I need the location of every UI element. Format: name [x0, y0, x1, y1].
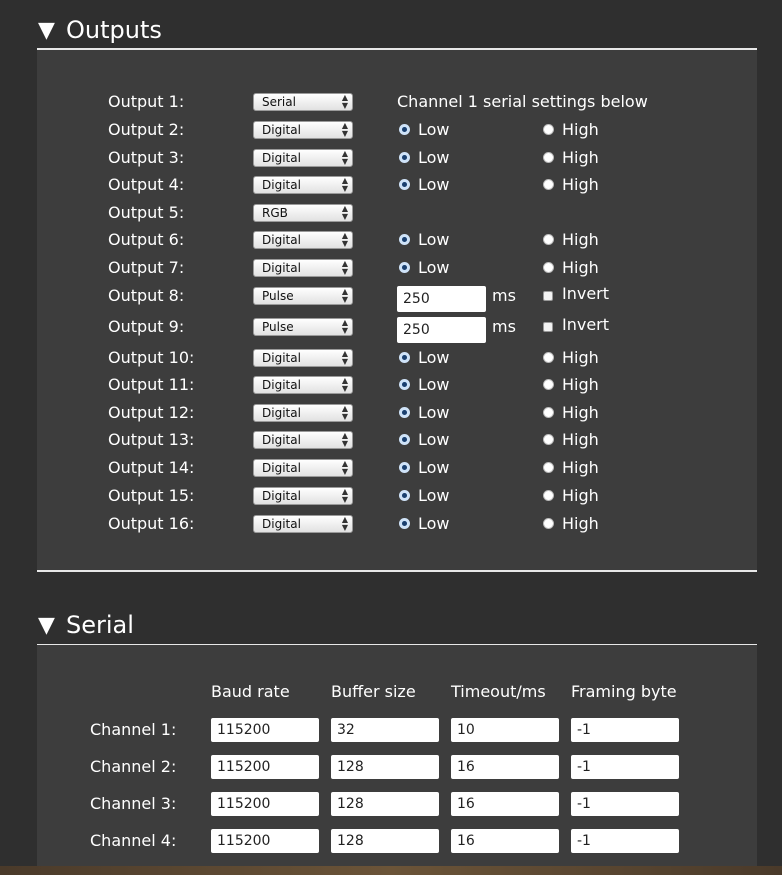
invert-checkbox[interactable]	[543, 291, 553, 301]
high-label: High	[562, 514, 599, 533]
output-row	[0, 314, 782, 340]
low-radio[interactable]	[399, 352, 410, 363]
channel-framing-input[interactable]: -1	[571, 792, 679, 816]
output-mode-value: Digital	[262, 261, 301, 275]
column-header-buffer: Buffer size	[331, 682, 416, 701]
output-mode-select[interactable]	[253, 231, 353, 249]
low-label: Low	[418, 258, 450, 277]
output-label: Output 7:	[108, 258, 185, 277]
high-radio[interactable]	[543, 179, 554, 190]
output-mode-select[interactable]	[253, 459, 353, 477]
select-arrows-icon: ▲ ▼	[341, 149, 348, 166]
output-label: Output 16:	[108, 514, 195, 533]
output-label: Output 5:	[108, 203, 185, 222]
channel-buffer-input[interactable]: 128	[331, 792, 439, 816]
channel-baud-input[interactable]: 115200	[211, 792, 319, 816]
output-mode-value: Digital	[262, 123, 301, 137]
channel-timeout-input[interactable]: 10	[451, 718, 559, 742]
outputs-section-toggle[interactable]	[38, 15, 162, 45]
low-label: Low	[418, 486, 450, 505]
select-arrows-icon: ▲ ▼	[341, 404, 348, 421]
select-arrows-icon: ▲ ▼	[341, 93, 348, 110]
select-arrows-icon: ▲ ▼	[341, 459, 348, 476]
output-mode-select[interactable]	[253, 376, 353, 394]
ms-unit: ms	[492, 317, 516, 336]
output-mode-value: Digital	[262, 461, 301, 475]
high-label: High	[562, 430, 599, 449]
high-radio[interactable]	[543, 379, 554, 390]
high-label: High	[562, 148, 599, 167]
low-radio[interactable]	[399, 379, 410, 390]
low-radio[interactable]	[399, 434, 410, 445]
low-radio[interactable]	[399, 518, 410, 529]
output-label: Output 3:	[108, 148, 185, 167]
channel-buffer-input[interactable]: 128	[331, 829, 439, 853]
high-radio[interactable]	[543, 490, 554, 501]
output-row	[0, 227, 782, 253]
channel-timeout-input[interactable]: 16	[451, 829, 559, 853]
section-divider	[37, 570, 757, 572]
select-arrows-icon: ▲ ▼	[341, 176, 348, 193]
invert-checkbox[interactable]	[543, 322, 553, 332]
low-radio[interactable]	[399, 234, 410, 245]
low-radio[interactable]	[399, 179, 410, 190]
output-mode-select[interactable]	[253, 404, 353, 422]
select-arrows-icon: ▲ ▼	[341, 487, 348, 504]
output-mode-select[interactable]	[253, 487, 353, 505]
serial-title: Serial	[66, 611, 134, 639]
window-bottom-edge	[0, 866, 782, 875]
column-header-framing: Framing byte	[571, 682, 677, 701]
output-row	[0, 117, 782, 143]
output-mode-value: Digital	[262, 233, 301, 247]
channel-baud-input[interactable]: 115200	[211, 755, 319, 779]
column-header-timeout: Timeout/ms	[451, 682, 546, 701]
output-label: Output 2:	[108, 120, 185, 139]
output-mode-select[interactable]	[253, 93, 353, 111]
select-arrows-icon: ▲ ▼	[341, 259, 348, 276]
output-row	[0, 89, 782, 115]
low-label: Low	[418, 175, 450, 194]
low-label: Low	[418, 430, 450, 449]
output-row	[0, 483, 782, 509]
ms-unit: ms	[492, 286, 516, 305]
channel-timeout-input[interactable]: 16	[451, 792, 559, 816]
high-radio[interactable]	[543, 518, 554, 529]
output-mode-value: Pulse	[262, 289, 294, 303]
output-label: Output 13:	[108, 430, 195, 449]
select-arrows-icon: ▲ ▼	[341, 121, 348, 138]
low-radio[interactable]	[399, 152, 410, 163]
channel-buffer-input[interactable]: 32	[331, 718, 439, 742]
channel-buffer-input[interactable]: 128	[331, 755, 439, 779]
high-radio[interactable]	[543, 152, 554, 163]
output-label: Output 10:	[108, 348, 195, 367]
low-label: Low	[418, 148, 450, 167]
low-label: Low	[418, 375, 450, 394]
collapse-triangle-icon: ▼	[38, 612, 55, 638]
high-radio[interactable]	[543, 124, 554, 135]
low-radio[interactable]	[399, 490, 410, 501]
output-mode-value: Digital	[262, 406, 301, 420]
select-arrows-icon: ▲ ▼	[341, 515, 348, 532]
output-row	[0, 455, 782, 481]
high-label: High	[562, 458, 599, 477]
low-label: Low	[418, 458, 450, 477]
high-label: High	[562, 120, 599, 139]
channel-label: Channel 4:	[90, 831, 177, 850]
output-mode-select[interactable]	[253, 349, 353, 367]
high-radio[interactable]	[543, 234, 554, 245]
column-header-baud: Baud rate	[211, 682, 290, 701]
select-arrows-icon: ▲ ▼	[341, 287, 348, 304]
output-mode-value: Digital	[262, 151, 301, 165]
select-arrows-icon: ▲ ▼	[341, 318, 348, 335]
channel-baud-input[interactable]: 115200	[211, 829, 319, 853]
output-label: Output 1:	[108, 92, 185, 111]
low-label: Low	[418, 348, 450, 367]
high-radio[interactable]	[543, 262, 554, 273]
collapse-triangle-icon: ▼	[38, 17, 55, 43]
output-mode-value: Digital	[262, 433, 301, 447]
output-mode-value: Digital	[262, 517, 301, 531]
outputs-title: Outputs	[66, 16, 162, 44]
output-mode-select[interactable]	[253, 287, 353, 305]
select-arrows-icon: ▲ ▼	[341, 349, 348, 366]
output-mode-value: RGB	[262, 206, 288, 220]
output-label: Output 9:	[108, 317, 185, 336]
output-row	[0, 511, 782, 537]
low-radio[interactable]	[399, 407, 410, 418]
channel-label: Channel 2:	[90, 757, 177, 776]
low-label: Low	[418, 230, 450, 249]
serial-note: Channel 1 serial settings below	[397, 92, 648, 111]
output-row	[0, 427, 782, 453]
high-radio[interactable]	[543, 434, 554, 445]
output-mode-value: Serial	[262, 95, 296, 109]
channel-label: Channel 1:	[90, 720, 177, 739]
low-radio[interactable]	[399, 124, 410, 135]
output-row	[0, 255, 782, 281]
low-label: Low	[418, 514, 450, 533]
output-row	[0, 372, 782, 398]
output-label: Output 8:	[108, 286, 185, 305]
output-label: Output 6:	[108, 230, 185, 249]
channel-timeout-input[interactable]: 16	[451, 755, 559, 779]
output-mode-select[interactable]	[253, 121, 353, 139]
low-label: Low	[418, 120, 450, 139]
output-label: Output 4:	[108, 175, 185, 194]
select-arrows-icon: ▲ ▼	[341, 376, 348, 393]
invert-label: Invert	[562, 284, 610, 303]
output-mode-select[interactable]	[253, 149, 353, 167]
channel-framing-input[interactable]: -1	[571, 718, 679, 742]
select-arrows-icon: ▲ ▼	[341, 231, 348, 248]
output-mode-value: Digital	[262, 378, 301, 392]
high-label: High	[562, 403, 599, 422]
output-row	[0, 283, 782, 309]
output-label: Output 15:	[108, 486, 195, 505]
output-row	[0, 200, 782, 226]
output-label: Output 12:	[108, 403, 195, 422]
low-radio[interactable]	[399, 262, 410, 273]
output-mode-select[interactable]	[253, 318, 353, 336]
high-label: High	[562, 230, 599, 249]
channel-framing-input[interactable]: -1	[571, 755, 679, 779]
output-mode-value: Digital	[262, 178, 301, 192]
output-label: Output 14:	[108, 458, 195, 477]
output-mode-value: Digital	[262, 489, 301, 503]
high-radio[interactable]	[543, 352, 554, 363]
output-mode-value: Digital	[262, 351, 301, 365]
output-mode-select[interactable]	[253, 176, 353, 194]
channel-framing-input[interactable]: -1	[571, 829, 679, 853]
channel-baud-input[interactable]: 115200	[211, 718, 319, 742]
output-mode-value: Pulse	[262, 320, 294, 334]
output-mode-select[interactable]	[253, 259, 353, 277]
select-arrows-icon: ▲ ▼	[341, 431, 348, 448]
output-row	[0, 400, 782, 426]
output-mode-select[interactable]	[253, 204, 353, 222]
channel-label: Channel 3:	[90, 794, 177, 813]
output-row	[0, 345, 782, 371]
pulse-ms-input[interactable]: 250	[397, 286, 486, 312]
pulse-ms-input[interactable]: 250	[397, 317, 486, 343]
output-row	[0, 172, 782, 198]
high-label: High	[562, 486, 599, 505]
output-row	[0, 145, 782, 171]
invert-label: Invert	[562, 315, 610, 334]
select-arrows-icon: ▲ ▼	[341, 204, 348, 221]
high-label: High	[562, 175, 599, 194]
serial-section-toggle[interactable]	[38, 610, 134, 640]
high-label: High	[562, 258, 599, 277]
high-label: High	[562, 375, 599, 394]
low-radio[interactable]	[399, 462, 410, 473]
high-label: High	[562, 348, 599, 367]
low-label: Low	[418, 403, 450, 422]
high-radio[interactable]	[543, 407, 554, 418]
output-label: Output 11:	[108, 375, 195, 394]
high-radio[interactable]	[543, 462, 554, 473]
output-mode-select[interactable]	[253, 515, 353, 533]
output-mode-select[interactable]	[253, 431, 353, 449]
